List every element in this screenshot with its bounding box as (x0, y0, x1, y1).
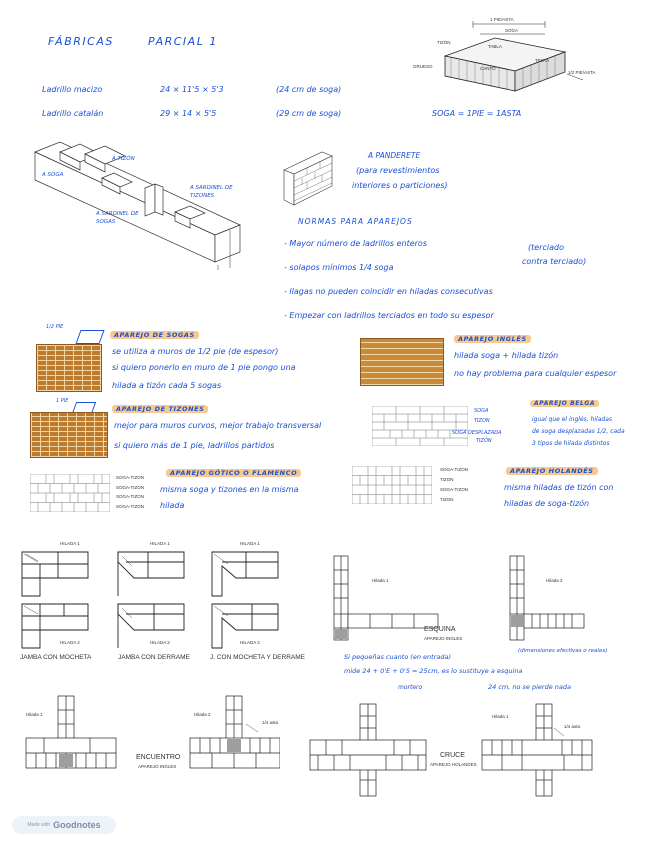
brick-label-grueso: GRUESO (413, 64, 433, 69)
holandes-label-4: TIZON (440, 497, 454, 502)
calc-line-1: Si pequeñas cuanto (en entrada) (344, 653, 451, 661)
jamba-1-hilada-2: HILADA 2 (60, 640, 80, 645)
belga-label-b: TIZON (474, 418, 490, 424)
jamba-3-caption: J. CON MOCHETA Y DERRAME (210, 654, 305, 661)
holandes-pattern (352, 466, 432, 504)
holandes-title-text: APAREJO HOLANDÉS (506, 467, 598, 475)
gotico-label-2: SOGA-TIZON (116, 485, 144, 490)
gotico-label-3: SOGA-TIZON (116, 494, 144, 499)
calc-line-2: (dimensiones efectivas o reales) (518, 648, 608, 654)
encuentro-hilada-2: Hilada 2 (194, 712, 211, 717)
tizones-photo (30, 412, 108, 458)
tizones-title (112, 404, 208, 415)
panderete-title: A PANDERETE (368, 151, 421, 160)
sogas-line-2: si quiero ponerlo en muro de 1 pie pongo una (112, 363, 296, 372)
norma-1: - Mayor número de ladrillos enteros (284, 239, 427, 248)
belga-label-d: TIZÓN (476, 438, 492, 444)
belga-title (530, 398, 599, 409)
brick-1-name: Ladrillo macizo (42, 85, 103, 94)
brick-label-testa: TESTA (535, 58, 550, 63)
belga-label-a: SOGA (474, 408, 489, 414)
sogas-title (110, 330, 199, 341)
brick-1-note: (24 cm de soga) (276, 85, 342, 94)
brick-label-soga: SOGA (505, 28, 519, 33)
brick-positions-diagram (30, 140, 255, 270)
ingles-line-2: no hay problema para cualquier espesor (454, 369, 617, 378)
made-with-text: Made with (27, 822, 51, 828)
sogas-title-text: APAREJO DE SOGAS (110, 331, 199, 339)
jamba-2-hilada-2: HILADA 2 (150, 640, 170, 645)
encuentro-drawings (20, 692, 280, 784)
jamba-3-hilada-1: HILADA 1 (240, 541, 260, 546)
position-sardinel-sogas: A SARDINEL DE SOGAS (96, 211, 139, 225)
holandes-title (506, 466, 598, 477)
normas-side-2: contra terciado) (522, 257, 587, 266)
belga-line-1: igual que el inglés, hiladas (532, 416, 613, 423)
brick-label-tizon: TIZÓN (437, 40, 451, 45)
cruce-drawings (306, 700, 596, 800)
brick-1-dims: 24 × 11'5 × 5'3 (160, 85, 224, 94)
sogas-line-1: se utiliza a muros de 1/2 pie (de espesor) (112, 347, 279, 356)
esquina-hilada-1: Hilada 1 (372, 578, 389, 583)
encuentro-subtitle: APAREJO INGLES (138, 764, 177, 769)
encuentro-title: ENCUENTRO (136, 754, 181, 761)
esquina-drawings (330, 552, 590, 644)
ingles-title (454, 334, 531, 345)
calc-line-3: mide 24 + 0'E + 0'5 = 25cm, es lo sustituye a esquina (344, 667, 523, 675)
sogas-line-3: hilada a tizón cada 5 sogas (112, 381, 222, 390)
sogas-brick-sketch (75, 330, 104, 344)
cruce-title: CRUCE (440, 752, 465, 759)
soga-equivalence: SOGA = 1PIE = 1ASTA (432, 109, 522, 118)
brick-label-top: 1 PIE/ASTA (490, 17, 514, 22)
panderete-desc-2: interiores o particiones) (352, 181, 448, 190)
esquina-title: ESQUINA (424, 626, 456, 633)
ingles-line-1: hilada soga + hilada tizón (454, 351, 559, 360)
jamba-3-hilada-2: HILADA 2 (240, 640, 260, 645)
esquina-subtitle: APAREJO INGLES (424, 636, 463, 641)
goodnotes-brand: Goodnotes (53, 820, 101, 830)
calc-mortero: mortero (398, 684, 423, 691)
holandes-label-3: SOGA-TIZON (440, 487, 468, 492)
belga-line-3: 3 tipos de hilada distintos (532, 440, 610, 447)
norma-4: - Empezar con ladrillos terciados en todo su espesor (284, 311, 494, 320)
norma-2: - solapos mínimos 1/4 soga (284, 263, 394, 272)
tizones-line-2: si quiero más de 1 pie, ladrillos partidos (114, 441, 275, 450)
gotico-title-text: APAREJO GÓTICO O FLAMENCO (166, 469, 301, 477)
cruce-subtitle: APAREJO HOLANDES (430, 762, 477, 767)
belga-label-c: SOGA DESPLAZADA (452, 430, 502, 436)
holandes-label-1: SOGA-TIZON (440, 467, 468, 472)
normas-side-1: (terciado (528, 243, 564, 252)
jamba-1-hilada-1: HILADA 1 (60, 541, 80, 546)
belga-pattern (372, 406, 468, 446)
position-sardinel-tizones: A SARDINEL DE TIZONES (190, 185, 233, 199)
belga-line-2: de soga desplazadas 1/2, cada (532, 428, 625, 435)
gotico-label-4: SOGA-TIZON (116, 504, 144, 509)
gotico-label-1: SOGA-TIZON (116, 475, 144, 480)
page-title: FÁBRICAS (48, 35, 114, 48)
holandes-line-1: misma hiladas de tizón con (504, 483, 614, 492)
normas-title: NORMAS PARA APAREJOS (298, 217, 413, 226)
cruce-quarter-asta: 1/4 asta (564, 724, 581, 729)
jamba-1-caption: JAMBA CON MOCHETA (20, 654, 92, 661)
brick-label-tabla: TABLA (488, 44, 502, 49)
holandes-label-2: TIZON (440, 477, 454, 482)
sogas-photo (36, 344, 102, 392)
jamba-2-hilada-1: HILADA 1 (150, 541, 170, 546)
brick-label-half: 1/2 PIE/ASTA (568, 70, 596, 75)
brick-2-name: Ladrillo catalán (42, 109, 104, 118)
tizones-title-text: APAREJO DE TIZONES (112, 405, 208, 413)
encuentro-hilada-1: Hilada 1 (26, 712, 43, 717)
gotico-pattern (30, 474, 110, 512)
goodnotes-badge (12, 816, 116, 834)
belga-title-text: APAREJO BELGA (530, 400, 599, 407)
sogas-tag: 1/2 PIE (46, 324, 64, 330)
gotico-line-2: hilada (160, 501, 185, 510)
encuentro-quarter-asta: 1/4 asta (262, 720, 279, 725)
esquina-hilada-2: Hilada 2 (546, 578, 563, 583)
page-subtitle: PARCIAL 1 (148, 35, 218, 48)
panderete-wall-drawing (282, 150, 334, 208)
brick-2-dims: 29 × 14 × 5'5 (160, 109, 217, 118)
jamba-2-caption: JAMBA CON DERRAME (118, 654, 190, 661)
ingles-photo (360, 338, 444, 386)
holandes-line-2: hiladas de soga-tizón (504, 499, 590, 508)
panderete-desc-1: (para revestimientos (356, 166, 440, 175)
position-soga: A SOGA (42, 172, 64, 178)
tizones-line-1: mejor para muros curvos, mejor trabajo transversal (114, 421, 322, 430)
brick-label-canto: CANTO (480, 66, 496, 71)
gotico-line-1: misma soga y tizones en la misma (160, 485, 299, 494)
norma-3: - llagas no pueden coincidir en hiladas consecutivas (284, 287, 493, 296)
gotico-title (166, 468, 301, 479)
position-tizon: A TIZÓN (112, 156, 135, 162)
ingles-title-text: APAREJO INGLÉS (454, 335, 531, 343)
calc-line-5: 24 cm, no se pierde nada (488, 683, 571, 691)
brick-2-note: (29 cm de soga) (276, 109, 342, 118)
tizones-tag: 1 PIE (56, 398, 69, 404)
cruce-hilada-1: Hilada 1 (492, 714, 509, 719)
